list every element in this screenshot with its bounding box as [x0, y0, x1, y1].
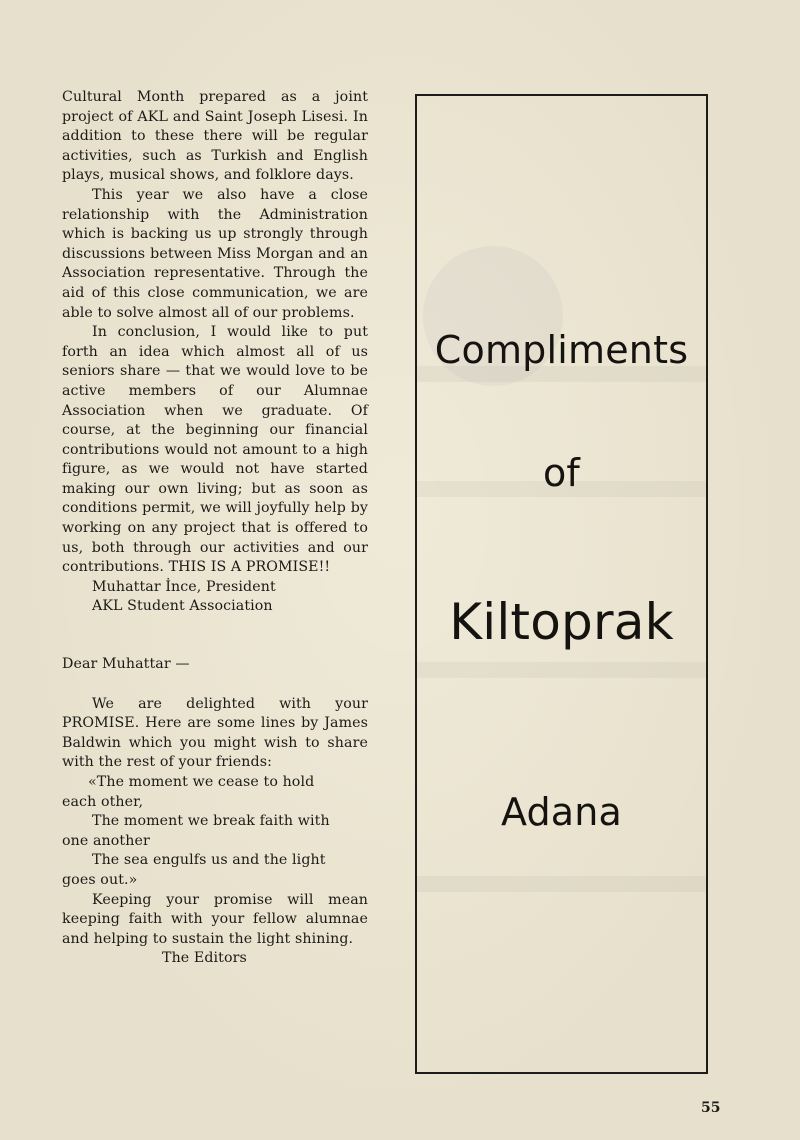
show-through-band	[417, 662, 706, 678]
show-through-texture	[417, 96, 706, 1072]
reply-paragraph-1: We are delighted with your PROMISE. Here are some lines by James Baldwin which you might wish to share with the rest of your friends:	[62, 695, 368, 771]
quote-line-1: «The moment we cease to hold	[88, 774, 315, 790]
quote-line-3-cont: goes out.»	[62, 871, 138, 888]
section-gap	[62, 617, 368, 655]
quote-line-2: The moment we break faith with	[92, 813, 330, 830]
show-through-band	[417, 876, 706, 892]
article-paragraph-3: In conclusion, I would like to put forth an idea which almost all of us seniors share — that we would love to be active members of our Alumnae Association when we graduate. Of course, at the beginning our financial contributions would not amount to a high figure, as we would not have started making our own living; but as soon as conditions permit, we will joyfully help by working on any project that is offered to us, both through our activities and our contributions. THIS IS A PROMISE!!	[62, 324, 368, 576]
article-paragraph-1: Cultural Month prepared as a joint project of AKL and Saint Joseph Lisesi. In addition to these there will be regular activities, such as Turkish and English plays, musical shows, and folklore days.	[62, 89, 368, 184]
ad-of: of	[542, 451, 581, 495]
reply-salutation: Dear Muhattar —	[62, 656, 190, 673]
baldwin-quote	[62, 773, 368, 891]
article-paragraph-2: This year we also have a close relationship with the Administration which is backing us up strongly through discussions between Miss Morgan and an Association representative. Through the aid of this close communication, we are able to solve almost all of our problems.	[62, 186, 368, 321]
quote-line-3: The sea engulfs us and the light	[92, 852, 326, 869]
ad-adana: Adana	[500, 790, 623, 834]
page-number: 55	[701, 1100, 721, 1116]
reply-paragraph-2: Keeping your promise will mean keeping faith with your fellow alumnae and helping to sustain the light shining.	[62, 891, 368, 947]
signature-organization: AKL Student Association	[92, 598, 273, 615]
signature-name: Muhattar İnce, President	[92, 578, 276, 595]
advertisement-box	[415, 94, 708, 1074]
quote-line-1-cont: each other,	[62, 793, 144, 810]
article-column	[62, 88, 368, 969]
ad-compliments: Compliments	[434, 328, 689, 372]
ad-kiltoprak: Kiltoprak	[449, 593, 674, 651]
quote-line-2-cont: one another	[62, 832, 150, 849]
editors-signoff: The Editors	[162, 950, 247, 967]
